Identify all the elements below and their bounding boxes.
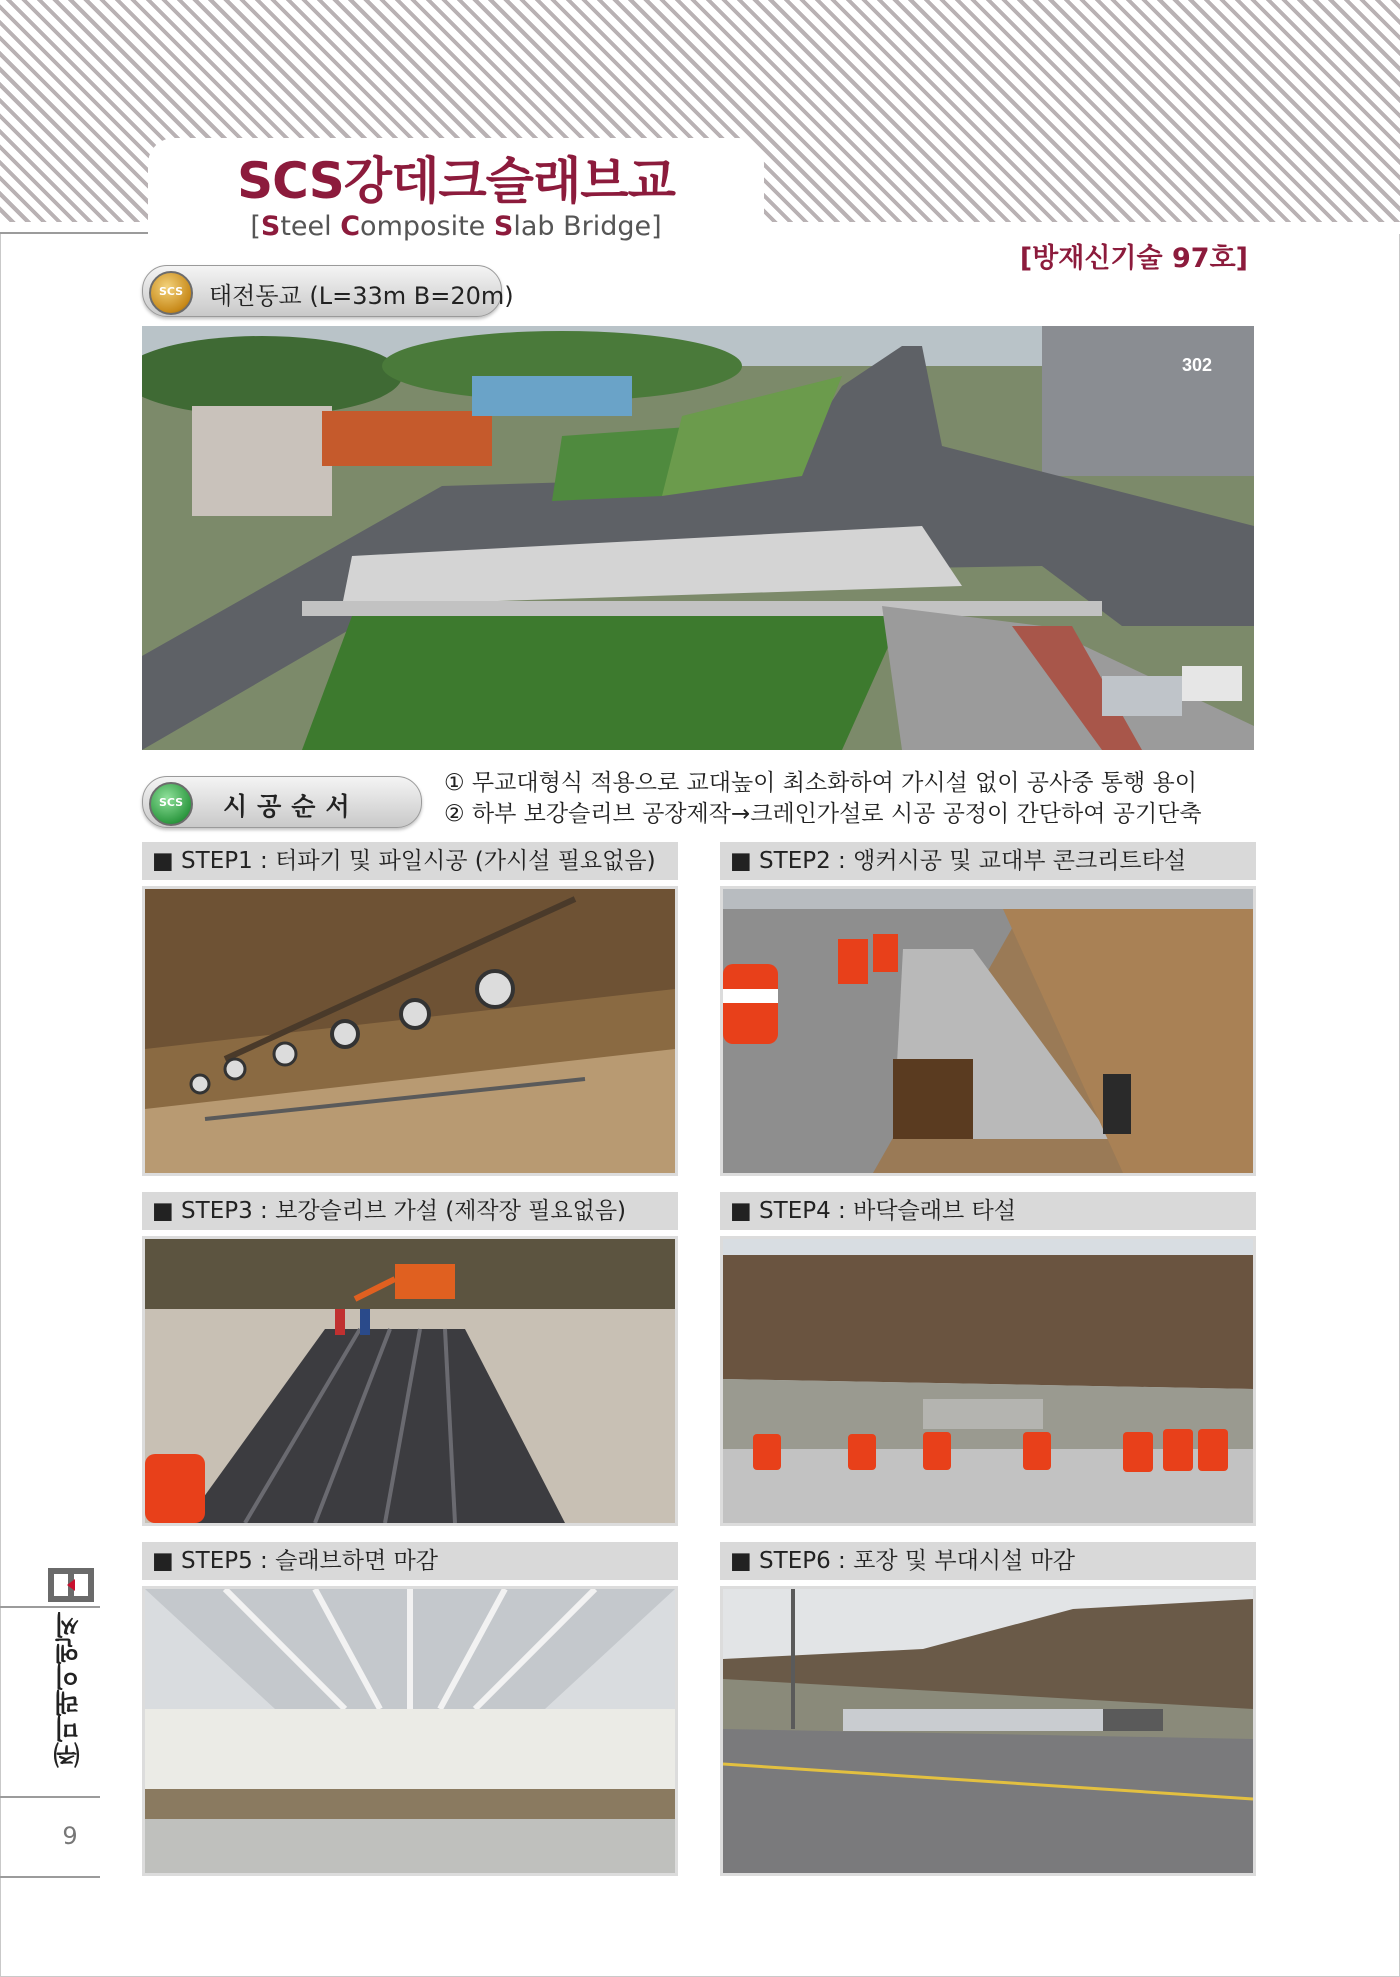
company-name: ㈜미래이엔씨 bbox=[54, 1612, 84, 1768]
bridge-label: 태전동교 (L=33m B=20m) bbox=[209, 282, 514, 310]
construction-note-2: ② 하부 보강슬리브 공장제작→크레인가설로 시공 공정이 간단하여 공기단축 bbox=[444, 801, 1202, 827]
subtitle-letter-s: S bbox=[260, 211, 281, 242]
step4-photo bbox=[720, 1236, 1256, 1526]
construction-order-pill bbox=[142, 776, 422, 828]
step5-label: ■ STEP5 : 슬래브하면 마감 bbox=[142, 1542, 678, 1580]
subtitle-letter-s2: S bbox=[493, 211, 514, 242]
subtitle-word-omposite: omposite bbox=[360, 211, 494, 242]
subtitle-word-teel: teel bbox=[280, 211, 341, 242]
construction-note-1: ① 무교대형식 적용으로 교대높이 최소화하여 가시설 없이 공사중 통행 용이 bbox=[444, 770, 1197, 796]
company-logo-icon bbox=[48, 1568, 94, 1602]
construction-order-label: 시공순서 bbox=[223, 792, 360, 821]
page-number: 9 bbox=[62, 1822, 78, 1850]
step5-photo bbox=[142, 1586, 678, 1876]
subtitle-bracket-close: ] bbox=[651, 211, 662, 242]
tech-number: [방재신기술 97호] bbox=[1019, 243, 1248, 274]
bridge-label-pill bbox=[142, 265, 514, 317]
main-bridge-photo bbox=[142, 326, 1254, 750]
step2-label: ■ STEP2 : 앵커시공 및 교대부 콘크리트타설 bbox=[720, 842, 1256, 880]
step3-photo bbox=[142, 1236, 678, 1526]
construction-notes bbox=[444, 768, 1202, 830]
scs-green-logo-icon: SCS bbox=[149, 782, 193, 826]
step2-photo bbox=[720, 886, 1256, 1176]
sidebar-rule-middle bbox=[0, 1796, 100, 1798]
step3-label: ■ STEP3 : 보강슬리브 가설 (제작장 필요없음) bbox=[142, 1192, 678, 1230]
subtitle-letter-c: C bbox=[340, 211, 361, 242]
sidebar-rule-bottom bbox=[0, 1876, 100, 1878]
step1-label: ■ STEP1 : 터파기 및 파일시공 (가시설 필요없음) bbox=[142, 842, 678, 880]
step4-label: ■ STEP4 : 바닥슬래브 타설 bbox=[720, 1192, 1256, 1230]
building-number: 302 bbox=[1182, 355, 1213, 375]
title-card bbox=[148, 138, 764, 258]
sidebar-rule-top bbox=[0, 1606, 100, 1608]
subtitle-word-lab-bridge: lab Bridge bbox=[513, 211, 652, 242]
step6-photo bbox=[720, 1586, 1256, 1876]
page-subtitle bbox=[148, 210, 764, 244]
step6-label: ■ STEP6 : 포장 및 부대시설 마감 bbox=[720, 1542, 1256, 1580]
title-left-rule bbox=[0, 232, 148, 234]
subtitle-bracket-open: [ bbox=[250, 211, 261, 242]
page-title: SCS강데크슬래브교 bbox=[237, 152, 675, 210]
scs-logo-icon: SCS bbox=[149, 271, 193, 315]
step1-photo bbox=[142, 886, 678, 1176]
